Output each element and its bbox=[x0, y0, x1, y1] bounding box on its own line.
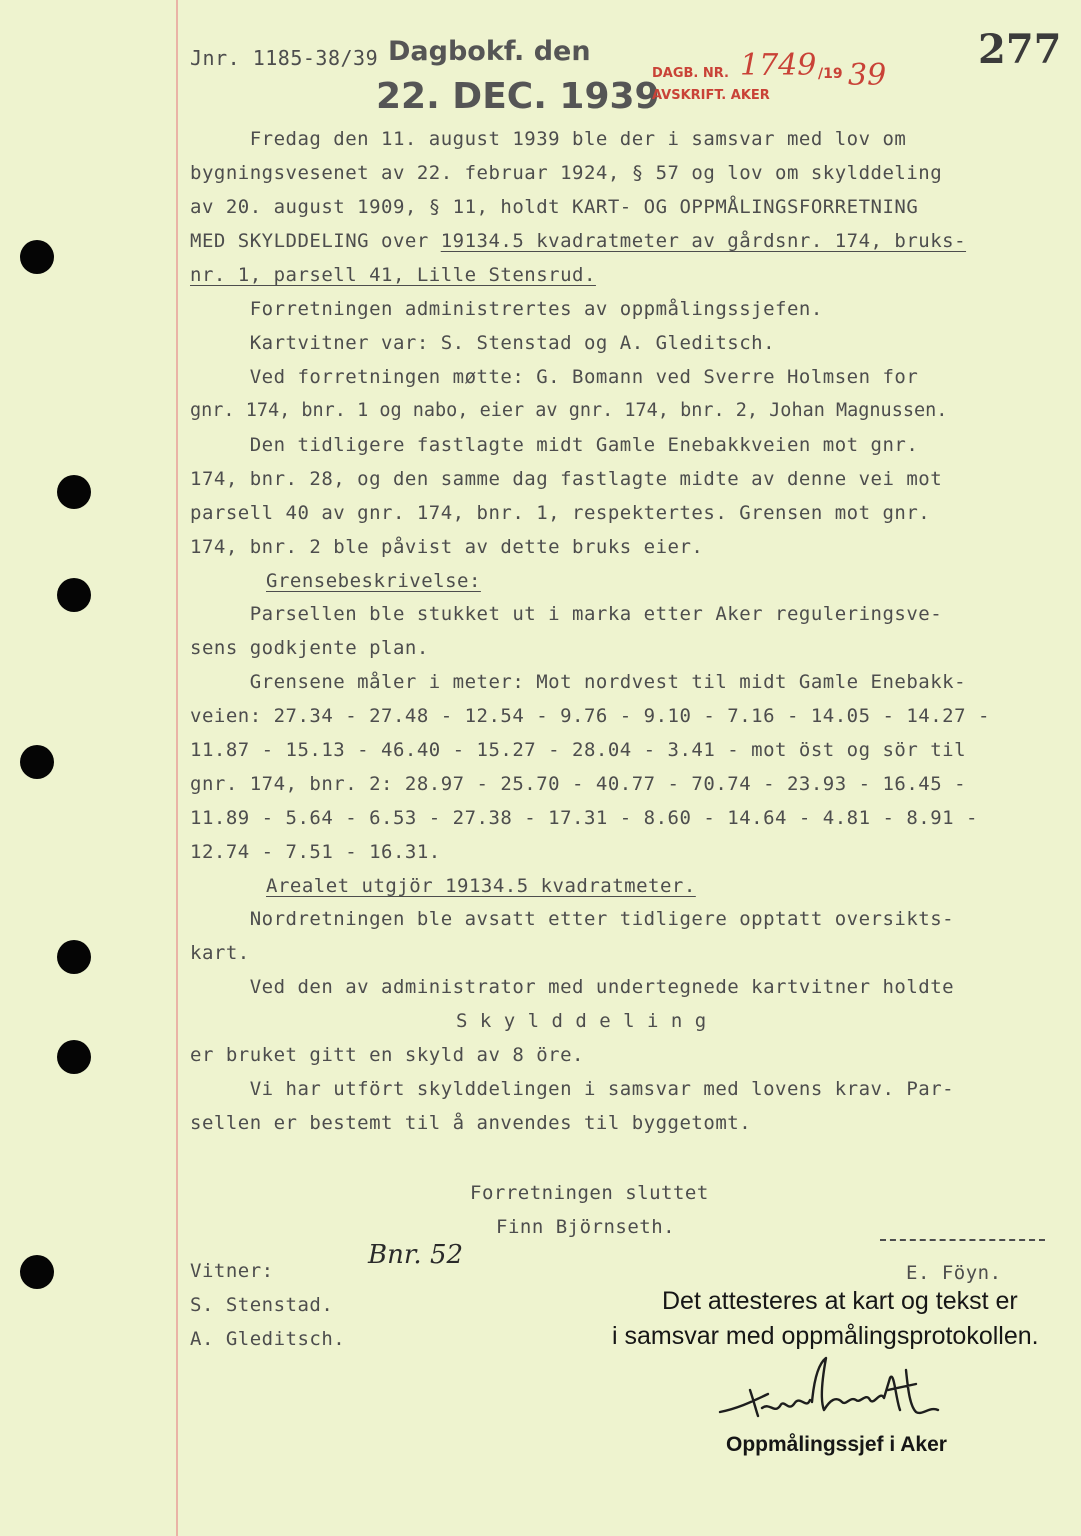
body-line: gnr. 174, bnr. 2: 28.97 - 25.70 - 40.77 - 70.74 - 23.93 - 16.45 - bbox=[190, 773, 967, 795]
witness-name: A. Gleditsch. bbox=[190, 1328, 346, 1350]
punch-hole bbox=[57, 475, 91, 509]
body-line: 174, bnr. 2 ble påvist av dette bruks eier. bbox=[190, 536, 704, 558]
punch-hole bbox=[20, 1255, 54, 1289]
punch-hole bbox=[57, 940, 91, 974]
body-line-start: MED SKYLDDELING over bbox=[190, 230, 441, 252]
area-summary: Arealet utgjör 19134.5 kvadratmeter. bbox=[266, 875, 696, 897]
body-line: Fredag den 11. august 1939 ble der i samsvar med lov om bbox=[190, 128, 907, 150]
body-line: Den tidligere fastlagte midt Gamle Enebakkveien mot gnr. bbox=[190, 434, 919, 456]
body-line: Forretningen administrertes av oppmålingssjefen. bbox=[190, 298, 823, 320]
body-line: kart. bbox=[190, 942, 250, 964]
body-line: nr. 1, parsell 41, Lille Stensrud. bbox=[190, 264, 596, 286]
dagb-stamp-label: DAGB. NR. bbox=[652, 66, 729, 81]
body-line: 12.74 - 7.51 - 16.31. bbox=[190, 841, 441, 863]
section-heading: Grensebeskrivelse: bbox=[266, 570, 481, 592]
punch-hole bbox=[57, 578, 91, 612]
punch-hole bbox=[20, 745, 54, 779]
skylddeling-heading: S k y l d d e l i n g bbox=[456, 1010, 707, 1032]
body-line: Parsellen ble stukket ut i marka etter Aker reguleringsve- bbox=[190, 603, 943, 625]
body-line: 174, bnr. 28, og den samme dag fastlagte midte av denne vei mot bbox=[190, 468, 943, 490]
body-line: er bruket gitt en skyld av 8 öre. bbox=[190, 1044, 584, 1066]
punch-hole bbox=[57, 1040, 91, 1074]
body-line: veien: 27.34 - 27.48 - 12.54 - 9.76 - 9.10 - 7.16 - 14.05 - 14.27 - bbox=[190, 705, 990, 727]
dagbok-stamp-date: 22. DEC. 1939 bbox=[376, 76, 660, 117]
body-line: av 20. august 1909, § 11, holdt KART- OG OPPMÅLINGSFORRETNING bbox=[190, 196, 919, 218]
dagb-stamp-mid: /19 bbox=[818, 66, 843, 82]
page-number: 277 bbox=[978, 26, 1062, 73]
dagbok-stamp-label: Dagbokf. den bbox=[388, 36, 591, 67]
body-line: Grensene måler i meter: Mot nordvest til midt Gamle Enebakk- bbox=[190, 671, 967, 693]
body-line bbox=[190, 230, 966, 252]
body-line: Ved den av administrator med undertegnede kartvitner holdte bbox=[190, 976, 955, 998]
co-signer-name: E. Föyn. bbox=[906, 1262, 1002, 1284]
punch-hole bbox=[20, 240, 54, 274]
witnesses-label: Vitner: bbox=[190, 1260, 274, 1282]
signed-name: Finn Björnseth. bbox=[496, 1216, 676, 1238]
body-line: sellen er bestemt til å anvendes til byggetomt. bbox=[190, 1112, 752, 1134]
body-line: sens godkjente plan. bbox=[190, 637, 429, 659]
concluded-text: Forretningen sluttet bbox=[470, 1182, 709, 1204]
body-line: Nordretningen ble avsatt etter tidligere opptatt oversikts- bbox=[190, 908, 955, 930]
attestation-line: i samsvar med oppmålingsprotokollen. bbox=[612, 1322, 1039, 1350]
body-line: Ved forretningen møtte: G. Bomann ved Sverre Holmsen for bbox=[190, 366, 919, 388]
signature-line bbox=[880, 1239, 1045, 1241]
attestation-line: Det attesteres at kart og tekst er bbox=[662, 1287, 1018, 1315]
body-line: parsell 40 av gnr. 174, bnr. 1, respektertes. Grensen mot gnr. bbox=[190, 502, 931, 524]
dagb-number-handwritten: 1749 bbox=[740, 48, 817, 83]
body-line: bygningsvesenet av 22. februar 1924, § 57 og lov om skylddeling bbox=[190, 162, 943, 184]
witness-name: S. Stenstad. bbox=[190, 1294, 334, 1316]
handwritten-signature bbox=[710, 1350, 950, 1440]
body-line: Kartvitner var: S. Stenstad og A. Gleditsch. bbox=[190, 332, 776, 354]
body-line: 11.87 - 15.13 - 46.40 - 15.27 - 28.04 - 3.41 - mot öst og sör til bbox=[190, 739, 967, 761]
body-line: 11.89 - 5.64 - 6.53 - 27.38 - 17.31 - 8.60 - 14.64 - 4.81 - 8.91 - bbox=[190, 807, 978, 829]
avskrift-stamp-label: AVSKRIFT. AKER bbox=[652, 88, 770, 103]
handwritten-note: Bnr. 52 bbox=[368, 1240, 464, 1270]
margin-rule bbox=[176, 0, 178, 1536]
attestation-title: Oppmålingssjef i Aker bbox=[726, 1433, 947, 1456]
body-line: Vi har utfört skylddelingen i samsvar med lovens krav. Par- bbox=[190, 1078, 955, 1100]
dagb-year-handwritten: 39 bbox=[848, 58, 887, 93]
body-line: gnr. 174, bnr. 1 og nabo, eier av gnr. 174, bnr. 2, Johan Magnussen. bbox=[190, 400, 948, 421]
area-underline: 19134.5 kvadratmeter av gårdsnr. 174, bruks- bbox=[440, 230, 967, 252]
journal-number: Jnr. 1185-38/39 bbox=[190, 46, 379, 70]
